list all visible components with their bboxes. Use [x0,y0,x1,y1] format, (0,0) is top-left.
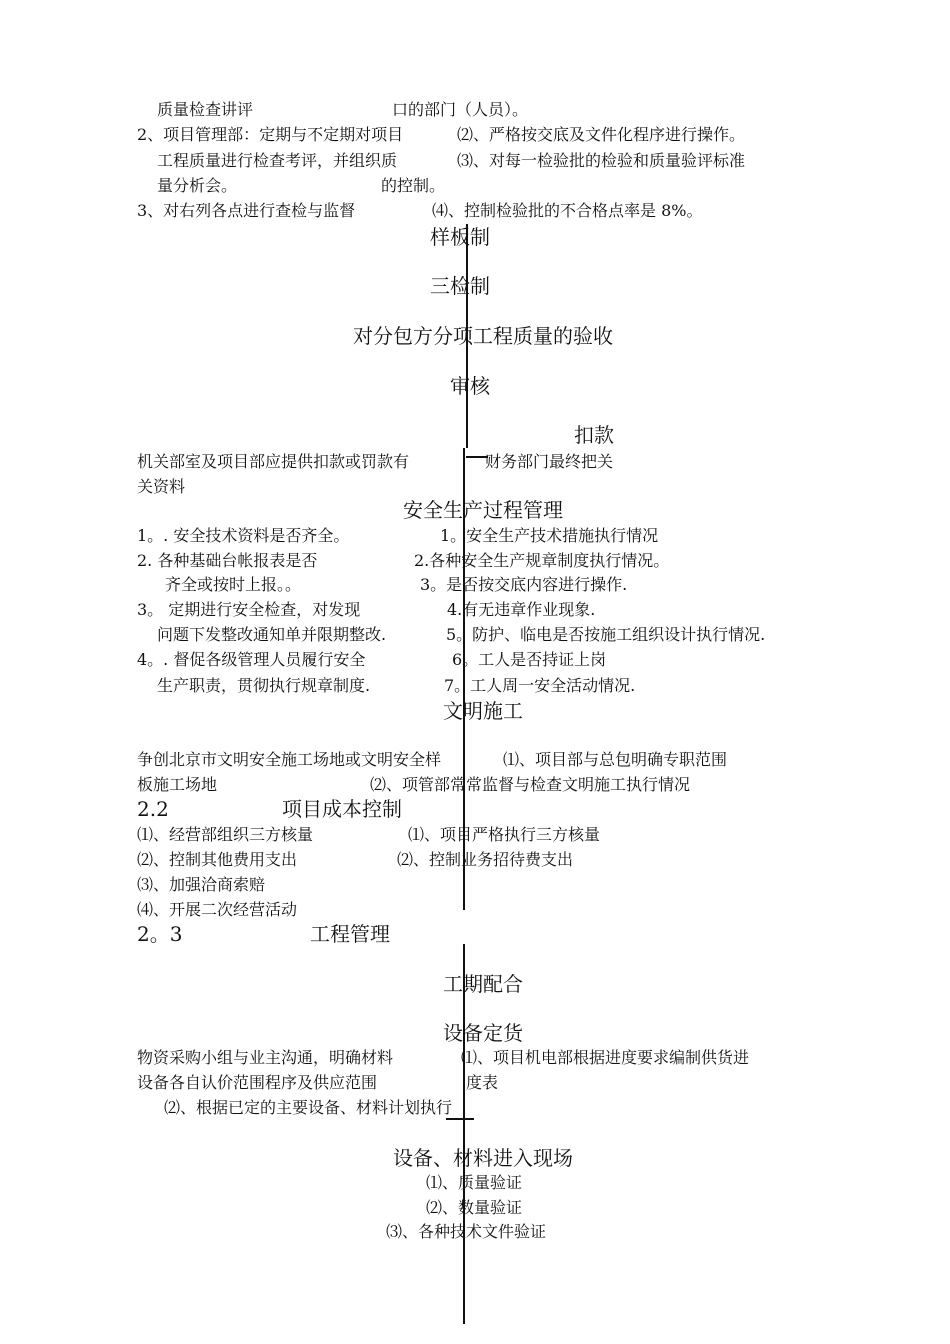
cost-left-3: ⑶、加强洽商索赔 [137,875,266,894]
eng-line-2-left: 设备各自认价范围程序及供应范围 [137,1073,378,1092]
flow-step-schedule-coordination: 工期配合 [443,972,523,996]
eng-line-1-left: 物资采购小组与业主沟通，明确材料 [137,1048,394,1067]
flow-branch-line-2 [446,1118,474,1120]
top-line-4-right: 的控制。 [381,176,446,195]
eng-line-1-right: ⑴、项目机电部根据进度要求编制供货进 [461,1048,750,1067]
flow-connector-line-3 [463,944,465,1324]
top-line-5-right: ⑷、控制检验批的不合格点率是 8%。 [432,201,703,220]
flow-step-sample-system: 样板制 [430,225,490,249]
civil-line-2-left: 板施工场地 [137,775,218,794]
top-line-2-left: 2、项目管理部：定期与不定期对项目 [137,125,404,144]
flow-step-three-inspection: 三检制 [430,274,490,298]
flow-step-deduction: 扣款 [574,423,614,447]
safety-right-4: 4.有无违章作业现象. [447,600,596,619]
flow-step-review: 审核 [450,374,490,398]
civil-line-1-left: 争创北京市文明安全施工场地或文明安全样 [137,750,442,769]
top-line-2-right: ⑵、严格按交底及文件化程序进行操作。 [457,125,746,144]
safety-left-2: 2. 各种基础台帐报表是否 [137,551,318,570]
eng-line-2-right: 度表 [466,1073,499,1092]
safety-right-6: 6。工人是否持证上岗 [452,650,607,669]
safety-left-7: 生产职责，贯彻执行规章制度. [157,676,371,695]
flow-step-materials-on-site: 设备、材料进入现场 [393,1146,573,1170]
top-line-1-right: 口的部门（人员）。 [392,100,529,119]
top-line-4-left: 量分析会。 [157,176,238,195]
flow-step-equipment-ordering: 设备定货 [443,1021,523,1045]
onsite-item-3: ⑶、各种技术文件验证 [386,1222,547,1241]
top-line-3-left: 工程质量进行检查考评，并组织质 [157,151,398,170]
eng-section-title: 工程管理 [310,922,390,946]
safety-left-5: 问题下发整改通知单并限期整改. [157,625,387,644]
safety-right-7: 7。工人周一安全活动情况. [444,676,636,695]
safety-right-2: 2.各种安全生产规章制度执行情况。 [414,551,670,570]
safety-left-4: 3。 定期进行安全检查，对发现 [137,600,361,619]
cost-right-2: ⑵、控制业务招待费支出 [397,850,574,869]
cost-left-4: ⑷、开展二次经营活动 [137,900,298,919]
safety-heading: 安全生产过程管理 [403,498,563,522]
cost-section-title: 项目成本控制 [282,797,402,821]
cost-section-number: 2.2 [137,797,169,821]
top-line-3-right: ⑶、对每一检验批的检验和质量验评标准 [457,151,746,170]
eng-line-3: ⑵、根据已定的主要设备、材料计划执行 [164,1098,453,1117]
safety-right-5: 5。防护、临电是否按施工组织设计执行情况. [446,625,766,644]
safety-right-1: 1。安全生产技术措施执行情况 [440,526,659,545]
cost-right-1: ⑴、项目严格执行三方核量 [408,825,601,844]
civil-line-1-right: ⑴、项目部与总包明确专职范围 [503,750,728,769]
safety-left-6: 4。. 督促各级管理人员履行安全 [137,650,366,669]
deduction-note-left: 机关部室及项目部应提供扣款或罚款有 [137,452,410,471]
civil-heading: 文明施工 [443,699,523,723]
deduction-note-left-cont: 关资料 [137,477,186,496]
top-line-5-left: 3、对右列各点进行查检与监督 [137,201,356,220]
civil-line-2-right: ⑵、项管部常常监督与检查文明施工执行情况 [370,775,691,794]
top-line-1-left: 质量检查讲评 [157,100,254,119]
deduction-note-right: 财务部门最终把关 [485,452,614,471]
safety-right-3: 3。是否按交底内容进行操作. [420,575,628,594]
onsite-item-2: ⑵、数量验证 [426,1198,523,1217]
cost-left-1: ⑴、经营部组织三方核量 [137,825,314,844]
safety-left-3: 齐全或按时上报。。 [165,575,302,594]
cost-left-2: ⑵、控制其他费用支出 [137,850,298,869]
flow-step-subcontract-acceptance: 对分包方分项工程质量的验收 [353,324,613,348]
eng-section-number: 2。3 [137,922,183,946]
onsite-item-1: ⑴、质量验证 [426,1173,523,1192]
safety-left-1: 1。. 安全技术资料是否齐全。 [137,526,350,545]
